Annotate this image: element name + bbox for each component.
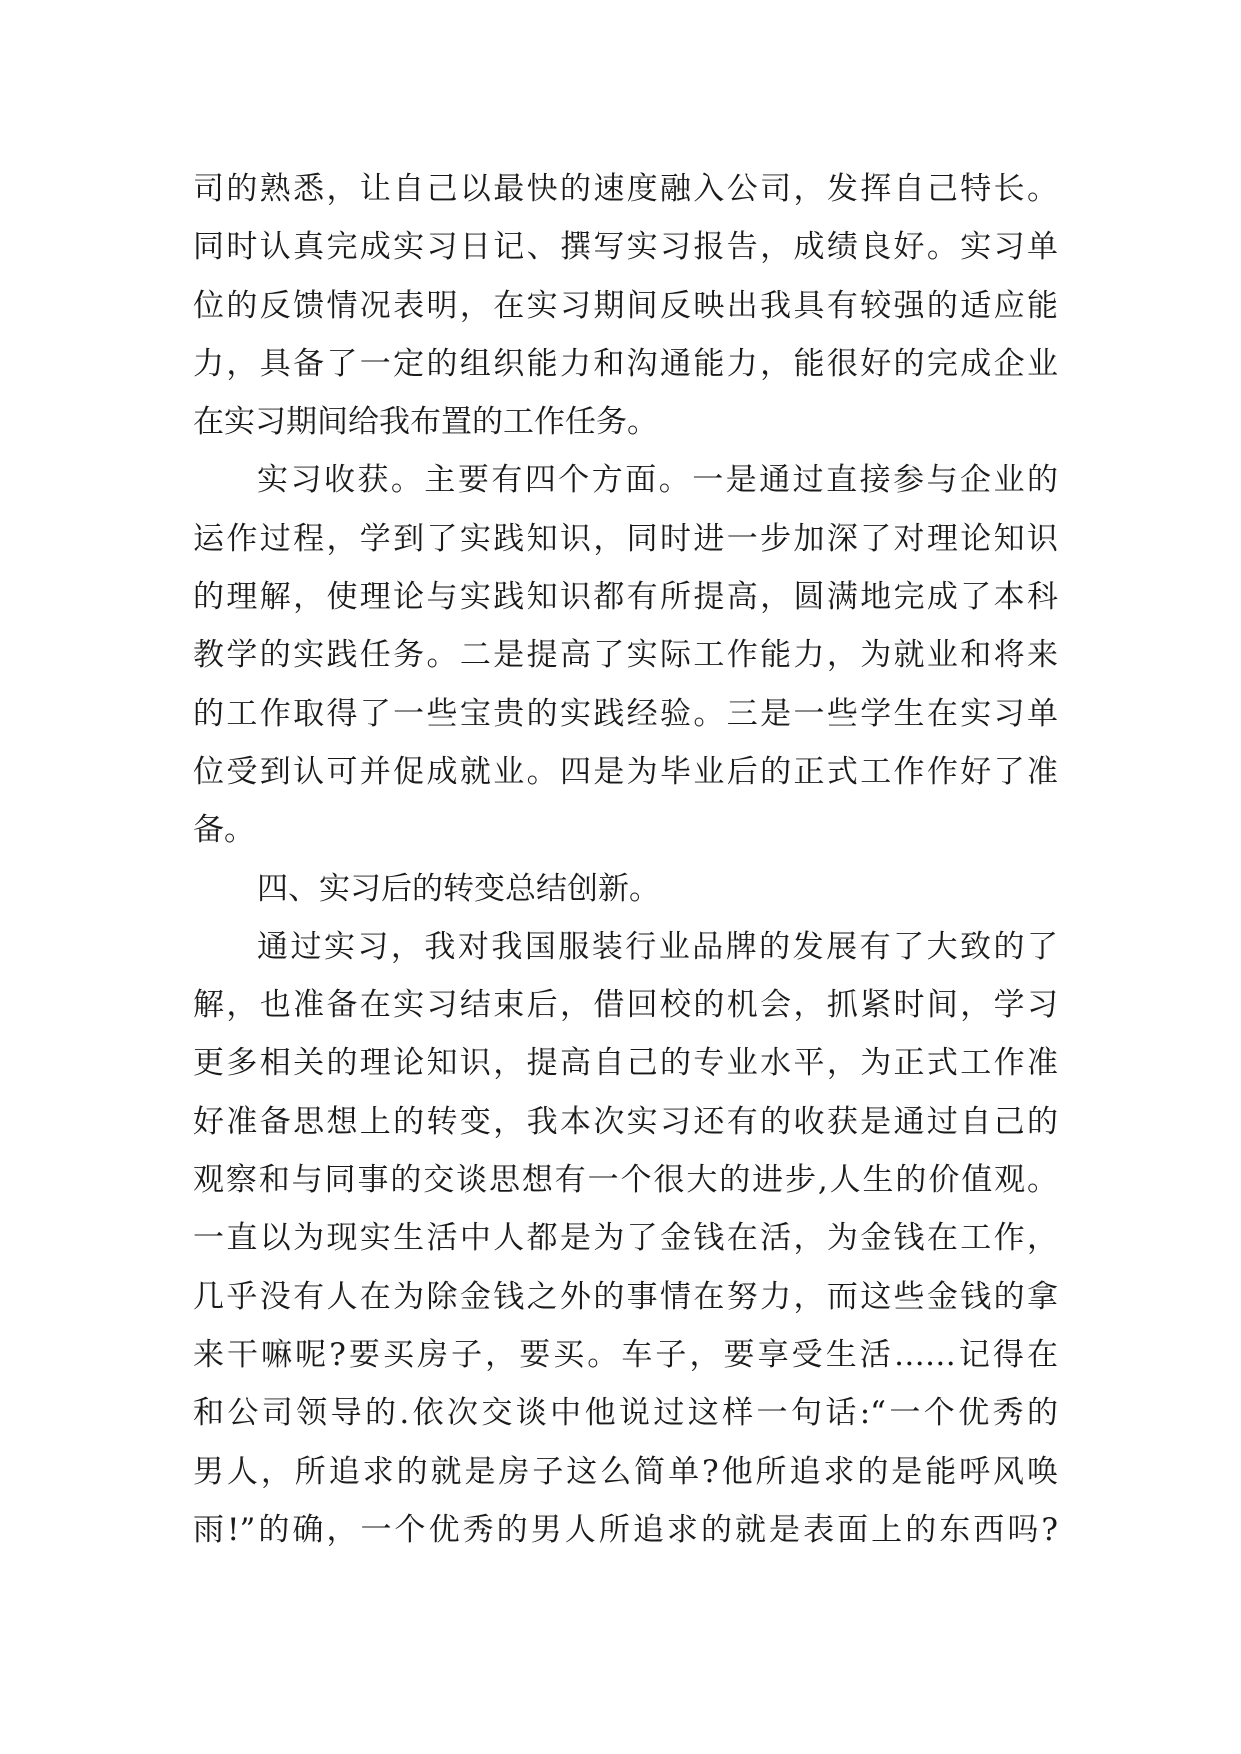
text-line: 同时认真完成实习日记、撰写实习报告，成绩良好。实习单	[193, 229, 1058, 266]
text-line: 几乎没有人在为除金钱之外的事情在努力，而这些金钱的拿	[193, 1278, 1058, 1315]
text-line: 教学的实践任务。二是提高了实际工作能力，为就业和将来	[193, 637, 1058, 674]
text-line: 解，也准备在实习结束后，借回校的机会，抓紧时间，学习	[193, 987, 1058, 1024]
text-line: 来干嘛呢?要买房子，要买。车子，要享受生活……记得在	[193, 1336, 1058, 1373]
text-line: 和公司领导的.依次交谈中他说过这样一句话:“一个优秀的	[193, 1395, 1058, 1432]
text-line: 一直以为现实生活中人都是为了金钱在活，为金钱在工作，	[193, 1220, 1058, 1257]
text-line: 四、实习后的转变总结创新。	[257, 870, 660, 907]
text-line: 的理解，使理论与实践知识都有所提高，圆满地完成了本科	[193, 579, 1058, 616]
text-line: 的工作取得了一些宝贵的实践经验。三是一些学生在实习单	[193, 695, 1058, 732]
text-line: 更多相关的理论知识，提高自己的专业水平，为正式工作准	[193, 1045, 1058, 1082]
text-line: 观察和与同事的交谈思想有一个很大的进步,人生的价值观。	[193, 1162, 1058, 1199]
text-line: 备。	[193, 812, 255, 849]
text-line: 男人，所追求的就是房子这么简单?他所追求的是能呼风唤	[193, 1453, 1058, 1490]
text-line: 位受到认可并促成就业。四是为毕业后的正式工作作好了准	[193, 753, 1058, 790]
text-line: 位的反馈情况表明，在实习期间反映出我具有较强的适应能	[193, 287, 1058, 324]
text-line: 在实习期间给我布置的工作任务。	[193, 404, 658, 441]
text-line: 司的熟悉，让自己以最快的速度融入公司，发挥自己特长。	[193, 171, 1058, 207]
text-line: 运作过程，学到了实践知识，同时进一步加深了对理论知识	[193, 520, 1058, 557]
text-line: 好准备思想上的转变，我本次实习还有的收获是通过自己的	[193, 1103, 1058, 1140]
text-line: 力，具备了一定的组织能力和沟通能力，能很好的完成企业	[193, 345, 1058, 382]
text-line: 实习收获。主要有四个方面。一是通过直接参与企业的	[257, 462, 1058, 499]
text-line: 通过实习，我对我国服装行业品牌的发展有了大致的了	[257, 928, 1058, 965]
text-line: 雨!”的确，一个优秀的男人所追求的就是表面上的东西吗?	[193, 1511, 1058, 1548]
body-text	[193, 160, 1058, 1559]
